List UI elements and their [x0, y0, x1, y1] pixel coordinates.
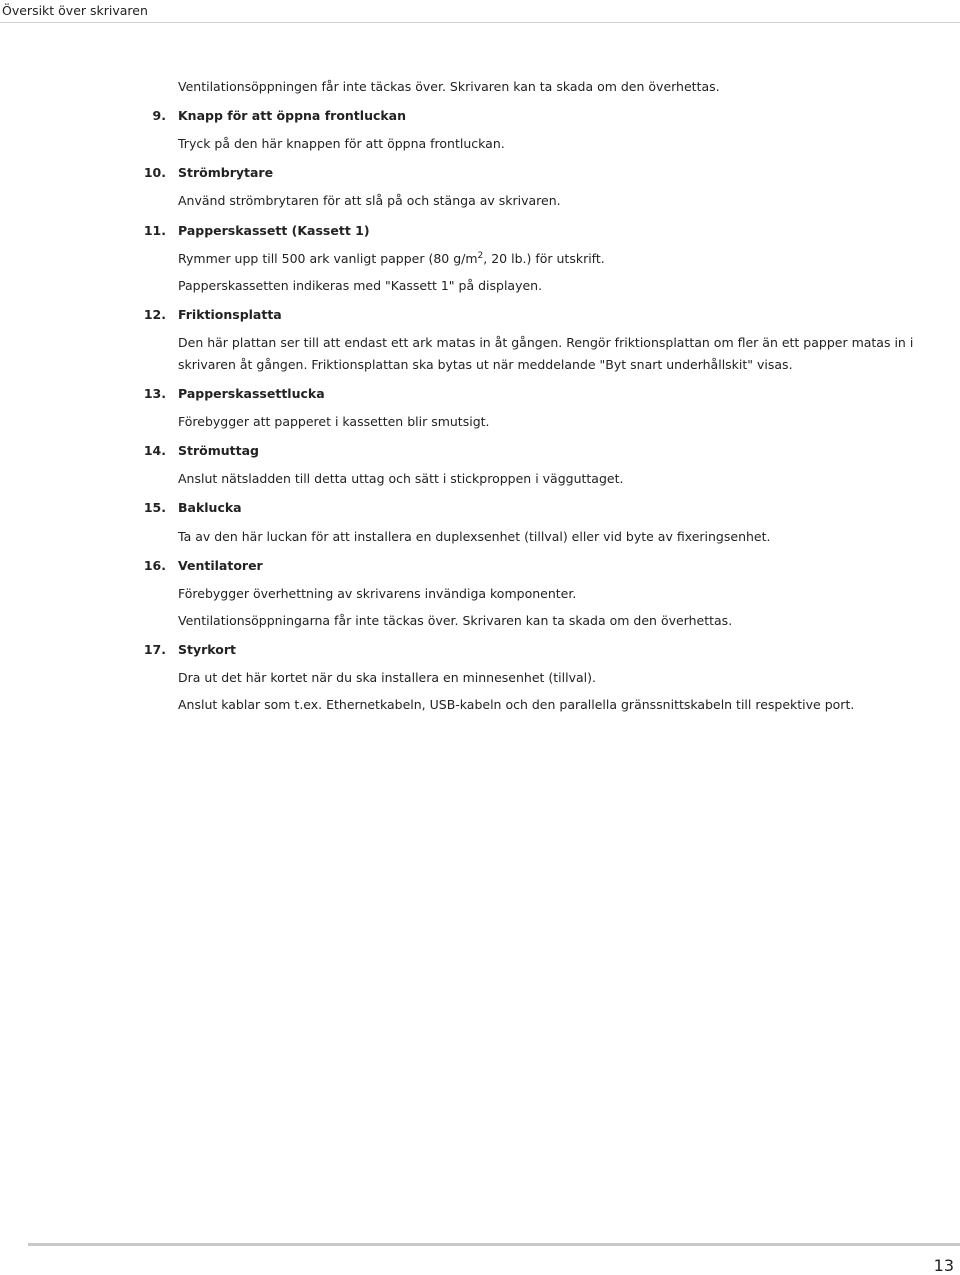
- running-header-title: Översikt över skrivaren: [2, 3, 148, 18]
- item-text: Anslut kablar som t.ex. Ethernetkabeln, USB-kabeln och den parallella gränssnittskabeln till respektive port.: [178, 697, 855, 712]
- item-text: Papperskassetten indikeras med "Kassett 1" på displayen.: [178, 278, 543, 293]
- item-text: Ta av den här luckan för att installera en duplexsenhet (tillval) eller vid byte av fixeringsenhet.: [178, 529, 771, 544]
- item-title: Baklucka: [178, 500, 242, 515]
- superscript: 2: [477, 250, 484, 261]
- footer-divider: [28, 1243, 960, 1246]
- item-text: Anslut nätsladden till detta uttag och sätt i stickproppen i vägguttaget.: [178, 471, 624, 486]
- item-number: 11.: [143, 223, 166, 238]
- item-title: Strömuttag: [178, 443, 259, 458]
- item-title: Knapp för att öppna frontluckan: [178, 108, 407, 123]
- item-title: Friktionsplatta: [178, 307, 282, 322]
- item-number: 14.: [143, 443, 166, 458]
- text-part: , 20 lb.) för utskrift.: [483, 251, 605, 266]
- item-number: 16.: [143, 558, 166, 573]
- item-title: Papperskassettlucka: [178, 386, 325, 401]
- item-number: 9.: [152, 108, 166, 123]
- item-title: Ventilatorer: [178, 558, 263, 573]
- item-number: 10.: [143, 165, 166, 180]
- item-title: Strömbrytare: [178, 165, 274, 180]
- intro-text: Ventilationsöppningen får inte täckas över. Skrivaren kan ta skada om den överhettas.: [178, 79, 720, 94]
- item-number: 12.: [143, 307, 166, 322]
- item-text: Förebygger överhettning av skrivarens invändiga komponenter.: [178, 586, 577, 601]
- running-header: [0, 0, 960, 23]
- page-number: 13: [933, 1256, 954, 1275]
- item-text: Tryck på den här knappen för att öppna frontluckan.: [178, 136, 505, 151]
- item-title: Styrkort: [178, 642, 236, 657]
- item-text: skrivaren åt gången. Friktionsplattan ska bytas ut när meddelande "Byt snart underhållskit" visas.: [178, 357, 793, 372]
- item-text: Dra ut det här kortet när du ska installera en minnesenhet (tillval).: [178, 670, 596, 685]
- item-text-with-superscript: [178, 250, 605, 268]
- item-text: Använd strömbrytaren för att slå på och stänga av skrivaren.: [178, 193, 561, 208]
- item-text: Ventilationsöppningarna får inte täckas över. Skrivaren kan ta skada om den överhettas.: [178, 613, 733, 628]
- item-text: Den här plattan ser till att endast ett ark matas in åt gången. Rengör friktionsplattan om fler än ett papper matas in i: [178, 335, 914, 350]
- item-number: 13.: [143, 386, 166, 401]
- text-part: Rymmer upp till 500 ark vanligt papper (80 g/m: [178, 251, 478, 266]
- item-number: 15.: [143, 500, 166, 515]
- item-title: Papperskassett (Kassett 1): [178, 223, 370, 238]
- item-text: Förebygger att papperet i kassetten blir smutsigt.: [178, 414, 490, 429]
- item-number: 17.: [143, 642, 166, 657]
